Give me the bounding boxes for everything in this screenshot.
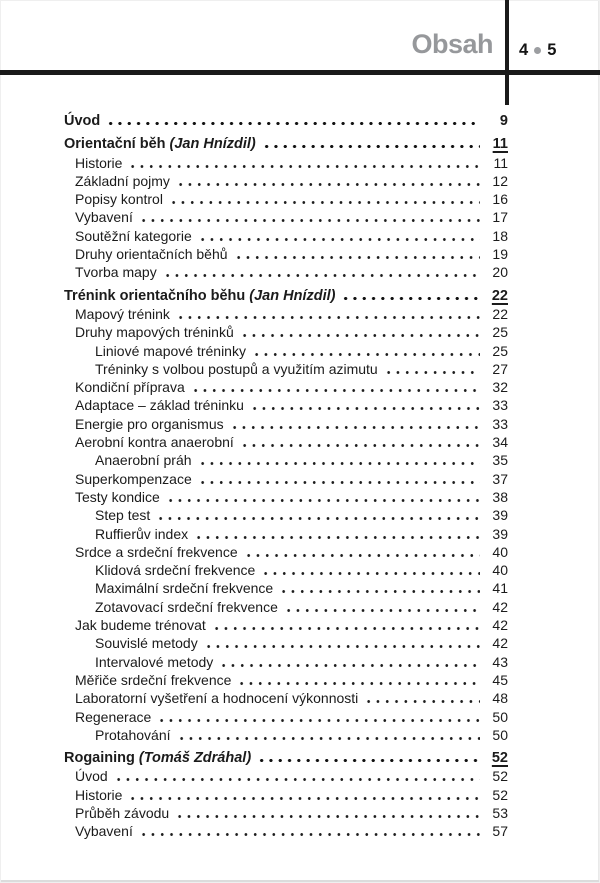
dot-leader — [384, 371, 480, 374]
toc-entry-page-number: 32 — [492, 379, 508, 396]
toc-entry-row — [44, 543, 508, 561]
toc-entry-page-number: 9 — [499, 113, 508, 129]
toc-entry-label: Tvorba mapy — [75, 264, 157, 281]
dot-leader — [237, 682, 480, 685]
toc-entry-page-number: 16 — [492, 191, 508, 208]
header-vertical-rule — [505, 0, 509, 105]
dot-leader — [219, 664, 480, 667]
toc-entry-page-number: 35 — [492, 452, 508, 469]
toc-entry-page-number: 43 — [492, 653, 508, 670]
toc-entry-page-number: 25 — [492, 342, 508, 359]
toc-entry-label: Kondiční příprava — [75, 379, 185, 396]
toc-entry-label: Úvod — [75, 768, 108, 785]
page-number-right: 5 — [547, 41, 557, 59]
toc-entry-page-number: 52 — [491, 750, 508, 767]
toc-entry-page-number: 52 — [492, 786, 508, 803]
dot-leader — [279, 590, 480, 593]
toc-entry-page-number: 41 — [492, 580, 508, 597]
toc-entry-page-number: 40 — [492, 562, 508, 579]
toc-entry-row — [44, 208, 508, 226]
toc-entry-page-number: 22 — [492, 305, 508, 322]
dot-leader — [191, 389, 480, 392]
dot-leader — [114, 778, 480, 781]
dot-leader — [139, 219, 480, 222]
dot-leader — [175, 815, 480, 818]
toc-entry-page-number: 38 — [492, 488, 508, 505]
toc-entry-label: Historie — [75, 786, 123, 803]
page-title: Obsah — [411, 29, 493, 59]
toc-entry-page-number: 42 — [492, 635, 508, 652]
toc-entry-page-number: 42 — [492, 598, 508, 615]
toc-entry-row — [44, 561, 508, 579]
toc-entry-label: Úvod — [64, 113, 101, 129]
dot-leader — [198, 481, 480, 484]
toc-entry-label: Historie — [75, 154, 123, 171]
toc-entry-row — [44, 671, 508, 689]
toc-entry-row — [44, 190, 508, 208]
toc-entry-author: (Jan Hnízdil) — [249, 287, 336, 304]
toc-entry-row — [44, 708, 508, 726]
toc-entry-row — [44, 172, 508, 190]
dot-leader — [230, 426, 480, 429]
toc-entry-page-number: 39 — [492, 507, 508, 524]
toc-entry-page-number: 45 — [492, 671, 508, 688]
toc-entry-page-number: 20 — [492, 264, 508, 281]
toc-entry-page-number: 48 — [492, 690, 508, 707]
dot-leader — [212, 627, 480, 630]
toc-entry-page-number: 33 — [492, 415, 508, 432]
dot-leader — [284, 609, 480, 612]
toc-entry-label: Anaerobní práh — [95, 452, 192, 469]
dot-leader — [257, 759, 480, 762]
toc-entry-page-number: 34 — [492, 434, 508, 451]
dot-leader — [177, 737, 481, 740]
dot-leader — [156, 517, 480, 520]
dot-leader — [176, 183, 480, 186]
page-number-left: 4 — [519, 41, 529, 59]
toc-entry-page-number: 19 — [492, 246, 508, 263]
toc-entry-row — [44, 323, 508, 341]
toc-entry-row — [44, 786, 508, 804]
toc-entry-page-number: 11 — [493, 154, 508, 171]
toc-entry-page-number: 27 — [492, 360, 508, 377]
toc-entry-page-number: 53 — [492, 804, 508, 821]
dot-leader — [198, 462, 480, 465]
toc-entry-row — [44, 616, 508, 634]
toc-entry-row — [44, 726, 508, 744]
page-separator-dot-icon — [534, 47, 541, 54]
toc-entry-label: Trénink orientačního běhu — [64, 287, 246, 304]
dot-leader — [341, 297, 480, 300]
toc-entry-page-number: 18 — [492, 227, 508, 244]
toc-entry-label: Základní pojmy — [75, 172, 170, 189]
toc-entry-row — [44, 822, 508, 840]
dot-leader — [176, 316, 480, 319]
dot-leader — [194, 536, 480, 539]
toc-entry-label: Popisy kontrol — [75, 191, 163, 208]
toc-entry-label: Mapový trénink — [75, 305, 170, 322]
toc-entry-row — [44, 396, 508, 414]
toc-entry-page-number: 50 — [492, 708, 508, 725]
toc-entry-label: Soutěžní kategorie — [75, 227, 192, 244]
toc-entry-label: Superkompenzace — [75, 470, 192, 487]
dot-leader — [106, 122, 480, 125]
toc-entry-label: Orientační běh — [64, 136, 166, 153]
dot-leader — [240, 444, 480, 447]
toc-entry-row — [44, 525, 508, 543]
toc-entry-row — [44, 263, 508, 281]
table-of-contents — [44, 112, 508, 841]
toc-entry-row — [44, 245, 508, 263]
dot-leader — [252, 353, 480, 356]
toc-entry-label: Adaptace – základ tréninku — [75, 397, 244, 414]
toc-entry-row — [44, 154, 508, 172]
toc-entry-label: Protahování — [95, 726, 171, 743]
toc-entry-row — [44, 360, 508, 378]
toc-entry-label: Maximální srdeční frekvence — [95, 580, 274, 597]
toc-section-row — [44, 112, 508, 130]
dot-leader — [250, 407, 480, 410]
toc-section-row — [44, 287, 508, 305]
toc-entry-label: Měřiče srdeční frekvence — [75, 671, 232, 688]
toc-entry-label: Intervalové metody — [95, 653, 214, 670]
toc-entry-label: Druhy orientačních běhů — [75, 246, 228, 263]
toc-entry-author: (Tomáš Zdráhal) — [138, 750, 252, 767]
dot-leader — [262, 145, 480, 148]
toc-entry-page-number: 33 — [492, 397, 508, 414]
toc-entry-page-number: 25 — [492, 324, 508, 341]
dot-leader — [169, 201, 480, 204]
toc-entry-label: Souvislé metody — [95, 635, 198, 652]
toc-entry-row — [44, 451, 508, 469]
dot-leader — [240, 334, 480, 337]
toc-entry-page-number: 52 — [492, 768, 508, 785]
toc-entry-label: Vybavení — [75, 823, 133, 840]
toc-section-row — [44, 749, 508, 767]
dot-leader — [244, 554, 480, 557]
dot-leader — [128, 165, 480, 168]
toc-entry-label: Jak budeme trénovat — [75, 617, 206, 634]
toc-entry-page-number: 17 — [492, 209, 508, 226]
header-horizontal-rule — [0, 70, 600, 75]
toc-entry-label: Ruffierův index — [95, 525, 189, 542]
toc-entry-row — [44, 506, 508, 524]
toc-entry-row — [44, 598, 508, 616]
toc-entry-page-number: 22 — [491, 287, 508, 304]
dot-leader — [139, 833, 480, 836]
dot-leader — [128, 797, 480, 800]
dot-leader — [234, 256, 480, 259]
toc-entry-row — [44, 653, 508, 671]
toc-entry-label: Průběh závodu — [75, 804, 170, 821]
dot-leader — [364, 700, 480, 703]
dot-leader — [157, 719, 480, 722]
toc-entry-page-number: 11 — [492, 136, 508, 153]
toc-entry-page-number: 12 — [492, 172, 508, 189]
toc-entry-row — [44, 378, 508, 396]
toc-entry-row — [44, 227, 508, 245]
dot-leader — [204, 645, 480, 648]
toc-entry-label: Testy kondice — [75, 488, 160, 505]
toc-entry-label: Zotavovací srdeční frekvence — [95, 598, 278, 615]
toc-entry-label: Liniové mapové tréninky — [95, 342, 246, 359]
dot-leader — [166, 499, 480, 502]
toc-entry-page-number: 39 — [492, 525, 508, 542]
toc-entry-row — [44, 433, 508, 451]
dot-leader — [163, 274, 480, 277]
toc-entry-label: Energie pro organismus — [75, 415, 224, 432]
page-number-spread — [519, 42, 556, 59]
toc-entry-label: Step test — [95, 507, 151, 524]
toc-entry-label: Rogaining — [64, 750, 135, 767]
toc-entry-row — [44, 804, 508, 822]
toc-entry-label: Vybavení — [75, 209, 133, 226]
toc-entry-author: (Jan Hnízdil) — [169, 136, 256, 153]
toc-entry-row — [44, 415, 508, 433]
toc-entry-label: Klidová srdeční frekvence — [95, 562, 256, 579]
toc-entry-row — [44, 689, 508, 707]
toc-entry-row — [44, 634, 508, 652]
toc-entry-row — [44, 470, 508, 488]
toc-entry-row — [44, 767, 508, 785]
toc-entry-row — [44, 579, 508, 597]
toc-entry-page-number: 37 — [492, 470, 508, 487]
dot-leader — [198, 238, 480, 241]
toc-entry-page-number: 50 — [492, 726, 508, 743]
toc-entry-label: Tréninky s volbou postupů a využitím azimutu — [95, 360, 378, 377]
toc-entry-page-number: 42 — [492, 617, 508, 634]
dot-leader — [261, 572, 480, 575]
toc-entry-label: Druhy mapových tréninků — [75, 324, 234, 341]
toc-entry-row — [44, 305, 508, 323]
toc-entry-label: Srdce a srdeční frekvence — [75, 543, 238, 560]
toc-entry-row — [44, 342, 508, 360]
toc-entry-label: Regenerace — [75, 708, 152, 725]
toc-entry-label: Aerobní kontra anaerobní — [75, 434, 234, 451]
toc-entry-page-number: 40 — [492, 543, 508, 560]
toc-entry-page-number: 57 — [492, 823, 508, 840]
toc-section-row — [44, 135, 508, 153]
toc-entry-label: Laboratorní vyšetření a hodnocení výkonnosti — [75, 690, 359, 707]
toc-entry-row — [44, 488, 508, 506]
